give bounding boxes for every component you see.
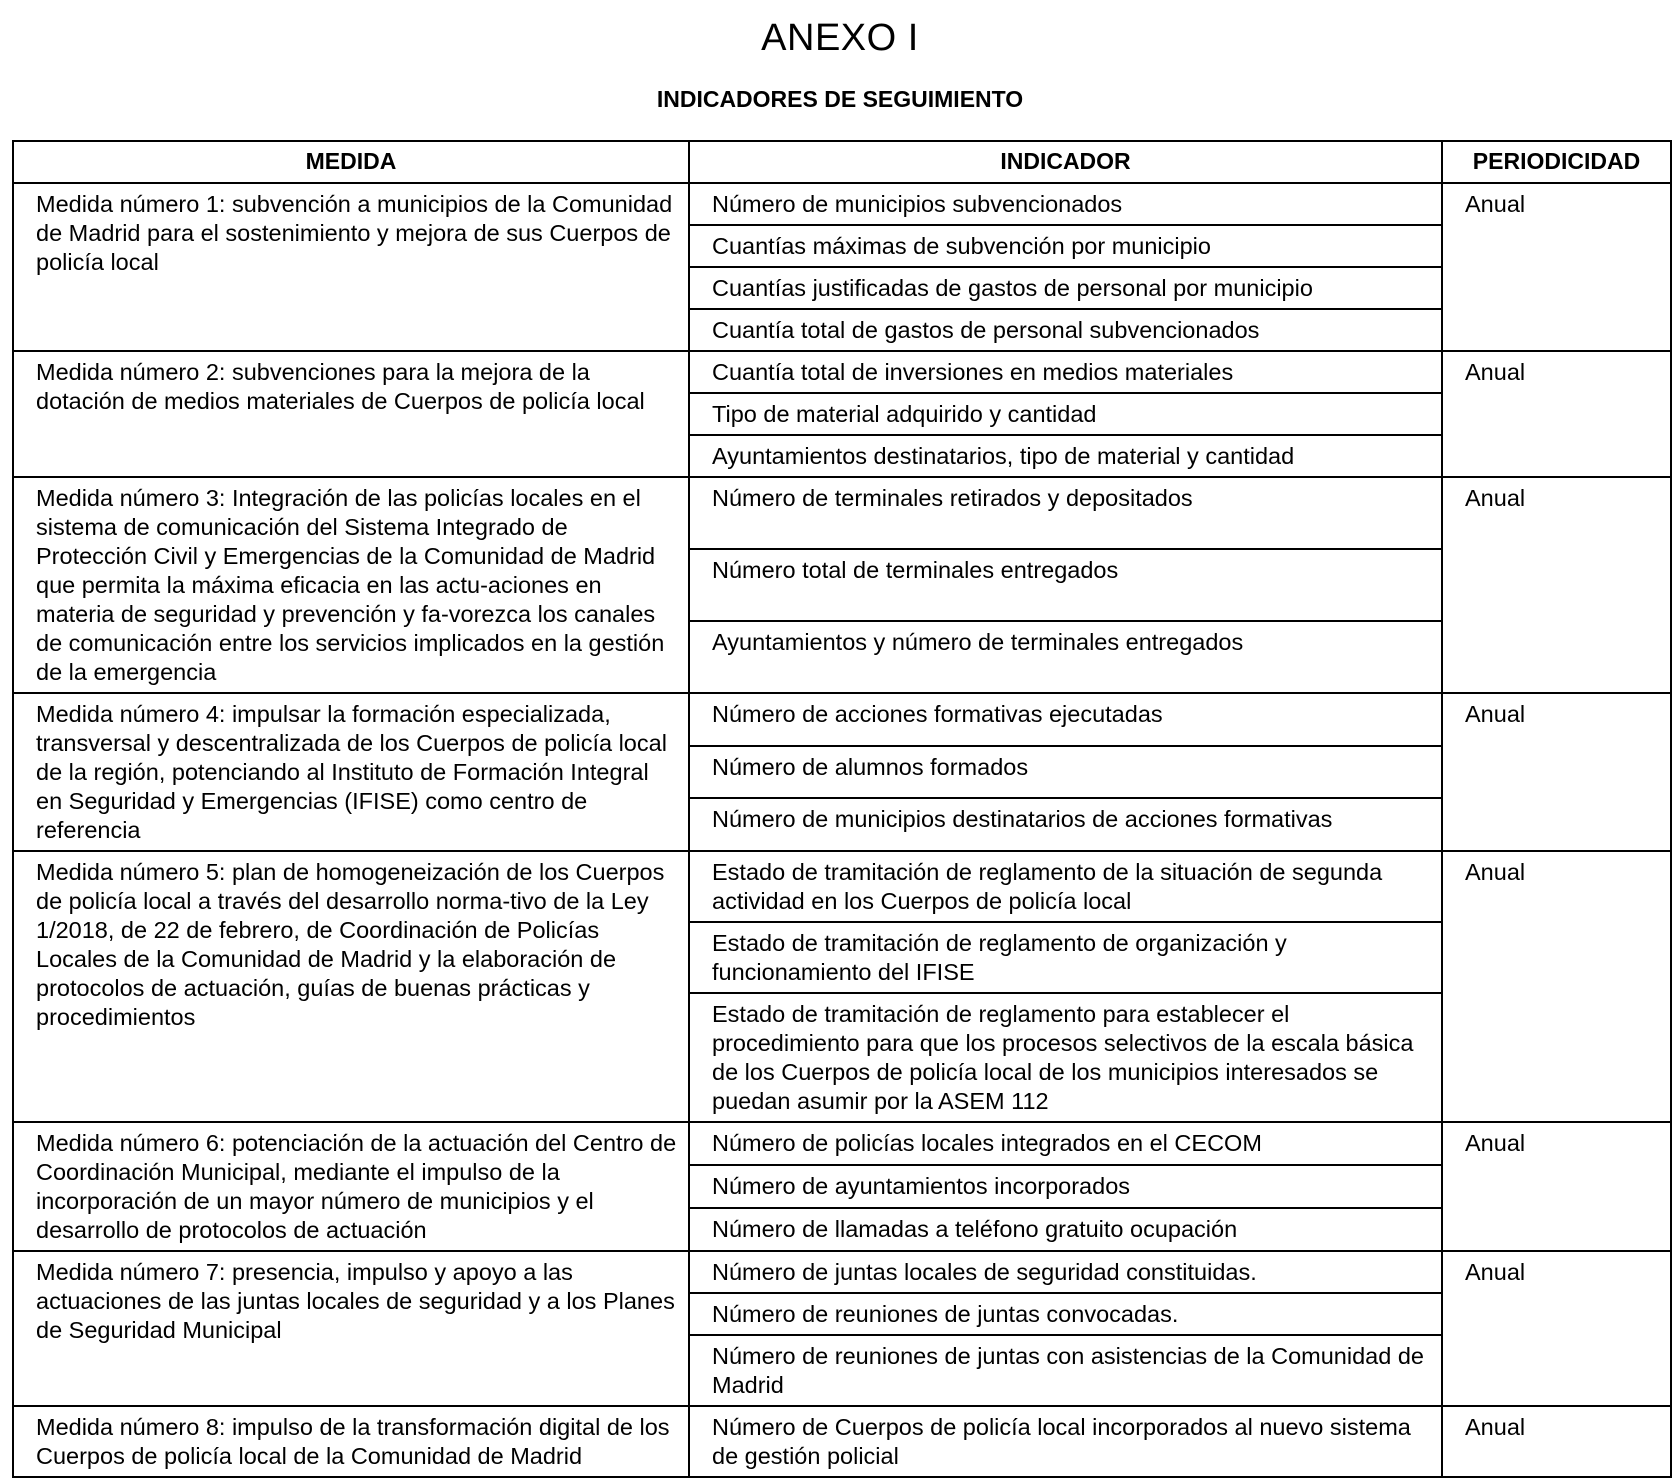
indicador-cell: Número de ayuntamientos incorporados bbox=[689, 1165, 1442, 1208]
annex-subtitle: INDICADORES DE SEGUIMIENTO bbox=[656, 86, 1024, 112]
periodicidad-cell: Anual bbox=[1442, 477, 1671, 693]
annex-title: ANEXO I bbox=[761, 17, 919, 59]
indicador-cell: Número de juntas locales de seguridad constituidas. bbox=[689, 1251, 1442, 1293]
table-row bbox=[13, 183, 1671, 225]
indicador-cell: Número de acciones formativas ejecutadas bbox=[689, 693, 1442, 746]
table-row bbox=[13, 693, 1671, 746]
indicador-cell: Cuantías máximas de subvención por municipio bbox=[689, 225, 1442, 267]
indicators-table bbox=[12, 140, 1672, 1478]
indicador-cell: Número de alumnos formados bbox=[689, 746, 1442, 799]
table-header-row bbox=[13, 141, 1671, 183]
indicador-cell: Número de reuniones de juntas convocadas. bbox=[689, 1293, 1442, 1335]
indicador-cell: Número total de terminales entregados bbox=[689, 549, 1442, 621]
periodicidad-cell: Anual bbox=[1442, 183, 1671, 351]
indicador-cell: Estado de tramitación de reglamento para establecer el procedimiento para que los procesos selectivos de la escala básica de los Cuerpos de policía local de los municipios interesados se puedan asumir por la ASEM 112 bbox=[689, 993, 1442, 1122]
table-body bbox=[13, 183, 1671, 1477]
table-row bbox=[13, 477, 1671, 549]
indicador-cell: Número de reuniones de juntas con asistencias de la Comunidad de Madrid bbox=[689, 1335, 1442, 1406]
indicador-cell: Número de Cuerpos de policía local incorporados al nuevo sistema de gestión policial bbox=[689, 1406, 1442, 1477]
indicador-cell: Número de municipios subvencionados bbox=[689, 183, 1442, 225]
medida-cell: Medida número 2: subvenciones para la mejora de la dotación de medios materiales de Cuerpos de policía local bbox=[13, 351, 689, 477]
medida-cell: Medida número 6: potenciación de la actuación del Centro de Coordinación Municipal, mediante el impulso de la incorporación de un mayor número de municipios y el desarrollo de protocolos de actuación bbox=[13, 1122, 689, 1251]
medida-cell: Medida número 7: presencia, impulso y apoyo a las actuaciones de las juntas locales de seguridad y a los Planes de Seguridad Municipal bbox=[13, 1251, 689, 1406]
indicador-cell: Número de municipios destinatarios de acciones formativas bbox=[689, 798, 1442, 851]
indicador-cell: Cuantías justificadas de gastos de personal por municipio bbox=[689, 267, 1442, 309]
indicador-cell: Número de llamadas a teléfono gratuito ocupación bbox=[689, 1208, 1442, 1251]
medida-cell: Medida número 3: Integración de las policías locales en el sistema de comunicación del Sistema Integrado de Protección Civil y Emergencias de la Comunidad de Madrid que permita la máxima eficacia en las actu-aciones en materia de seguridad y prevención y fa-vorezca los canales de comunicación entre los servicios implicados en la gestión de la emergencia bbox=[13, 477, 689, 693]
indicador-cell: Tipo de material adquirido y cantidad bbox=[689, 393, 1442, 435]
table-row bbox=[13, 1122, 1671, 1165]
medida-cell: Medida número 1: subvención a municipios de la Comunidad de Madrid para el sostenimiento y mejora de sus Cuerpos de policía local bbox=[13, 183, 689, 351]
table-row bbox=[13, 851, 1671, 922]
periodicidad-cell: Anual bbox=[1442, 1251, 1671, 1406]
indicador-cell: Estado de tramitación de reglamento de organización y funcionamiento del IFISE bbox=[689, 922, 1442, 993]
medida-cell: Medida número 4: impulsar la formación especializada, transversal y descentralizada de los Cuerpos de policía local de la región, potenciando al Instituto de Formación Integral en Seguridad y Emergencias (IFISE) como centro de referencia bbox=[13, 693, 689, 851]
header-medida: MEDIDA bbox=[13, 141, 689, 183]
periodicidad-cell: Anual bbox=[1442, 1122, 1671, 1251]
indicador-cell: Ayuntamientos y número de terminales entregados bbox=[689, 621, 1442, 693]
periodicidad-cell: Anual bbox=[1442, 851, 1671, 1122]
indicador-cell: Número de terminales retirados y depositados bbox=[689, 477, 1442, 549]
table-row bbox=[13, 351, 1671, 393]
periodicidad-cell: Anual bbox=[1442, 693, 1671, 851]
indicador-cell: Cuantía total de gastos de personal subvencionados bbox=[689, 309, 1442, 351]
table-row bbox=[13, 1406, 1671, 1477]
medida-cell: Medida número 8: impulso de la transformación digital de los Cuerpos de policía local de la Comunidad de Madrid bbox=[13, 1406, 689, 1477]
periodicidad-cell: Anual bbox=[1442, 351, 1671, 477]
indicador-cell: Estado de tramitación de reglamento de la situación de segunda actividad en los Cuerpos de policía local bbox=[689, 851, 1442, 922]
header-periodicidad: PERIODICIDAD bbox=[1442, 141, 1671, 183]
medida-cell: Medida número 5: plan de homogeneización de los Cuerpos de policía local a través del desarrollo norma-tivo de la Ley 1/2018, de 22 de febrero, de Coordinación de Policías Locales de la Comunidad de Madrid y la elaboración de protocolos de actuación, guías de buenas prácticas y procedimientos bbox=[13, 851, 689, 1122]
table-row bbox=[13, 1251, 1671, 1293]
indicador-cell: Ayuntamientos destinatarios, tipo de material y cantidad bbox=[689, 435, 1442, 477]
indicador-cell: Número de policías locales integrados en el CECOM bbox=[689, 1122, 1442, 1165]
periodicidad-cell: Anual bbox=[1442, 1406, 1671, 1477]
indicador-cell: Cuantía total de inversiones en medios materiales bbox=[689, 351, 1442, 393]
header-indicador: INDICADOR bbox=[689, 141, 1442, 183]
